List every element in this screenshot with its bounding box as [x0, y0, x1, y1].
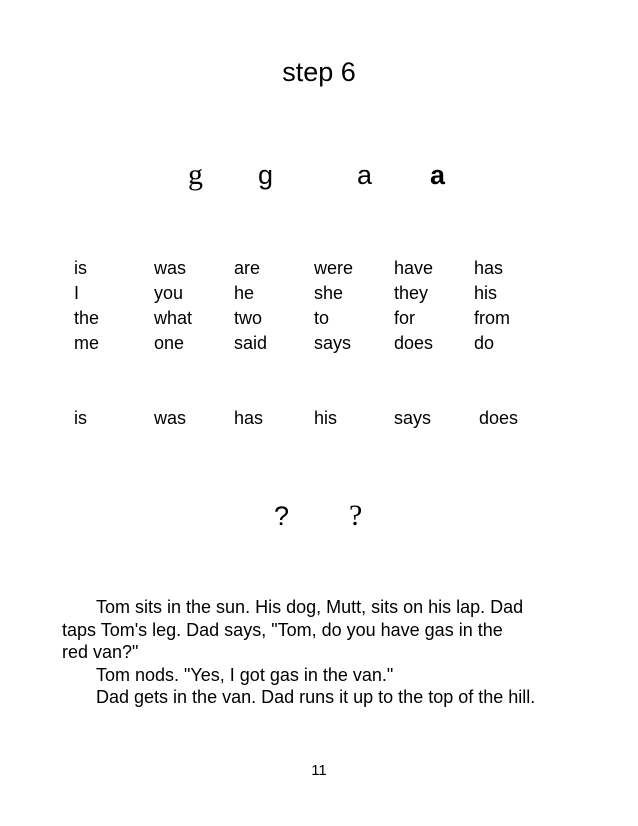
word-cell: have [394, 258, 434, 278]
word-row [0, 281, 638, 306]
page-number: 11 [311, 762, 327, 779]
story-line: Dad gets in the van. Dad runs it up to the top of the hill. [96, 687, 536, 707]
story-text [62, 596, 574, 709]
word-cell: he [234, 283, 255, 303]
word-cell: has [474, 258, 504, 278]
word-cell: what [154, 308, 193, 328]
word-cell: me [74, 333, 100, 353]
letter-g-sans: g [258, 160, 274, 190]
letter-a-sans: a [357, 160, 373, 190]
story-line: taps Tom's leg. Dad says, "Tom, do you have gas in the [62, 619, 503, 640]
question-mark-serif: ? [349, 499, 363, 532]
punctuation-row [0, 498, 638, 538]
word-cell: were [314, 258, 354, 278]
review-word: says [394, 408, 432, 428]
word-cell: you [154, 283, 184, 303]
word-cell: they [394, 283, 429, 303]
word-cell: two [234, 308, 263, 328]
letter-g-serif: g [188, 158, 203, 191]
review-word: was [154, 408, 187, 428]
page-title: step 6 [282, 57, 356, 87]
review-word-row [0, 406, 638, 431]
word-cell: does [394, 333, 434, 353]
word-cell: do [474, 333, 495, 353]
word-cell: from [474, 308, 510, 328]
word-row [0, 331, 638, 356]
story-line: Tom nods. "Yes, I got gas in the van." [96, 664, 394, 685]
word-cell: are [234, 258, 261, 278]
review-word: does [479, 408, 519, 428]
word-cell: the [74, 308, 100, 328]
question-mark-sans: ? [274, 501, 290, 531]
sight-word-table [0, 256, 638, 356]
review-word: his [314, 408, 338, 428]
story-line: red van?" [62, 642, 139, 662]
word-cell: she [314, 283, 344, 303]
word-cell: said [234, 333, 268, 353]
review-word: is [74, 408, 87, 428]
word-cell: for [394, 308, 416, 328]
word-cell: one [154, 333, 185, 353]
story-line: Tom sits in the sun. His dog, Mutt, sits on his lap. Dad [96, 597, 524, 617]
word-row [0, 256, 638, 281]
word-cell: his [474, 283, 498, 303]
word-cell: to [314, 308, 330, 328]
word-cell: is [74, 258, 87, 278]
word-row [0, 306, 638, 331]
word-cell: was [154, 258, 187, 278]
letter-row [0, 157, 638, 197]
word-cell: says [314, 333, 352, 353]
review-word: has [234, 408, 264, 428]
letter-a-bold: a [430, 160, 446, 190]
word-cell: I [74, 283, 80, 303]
